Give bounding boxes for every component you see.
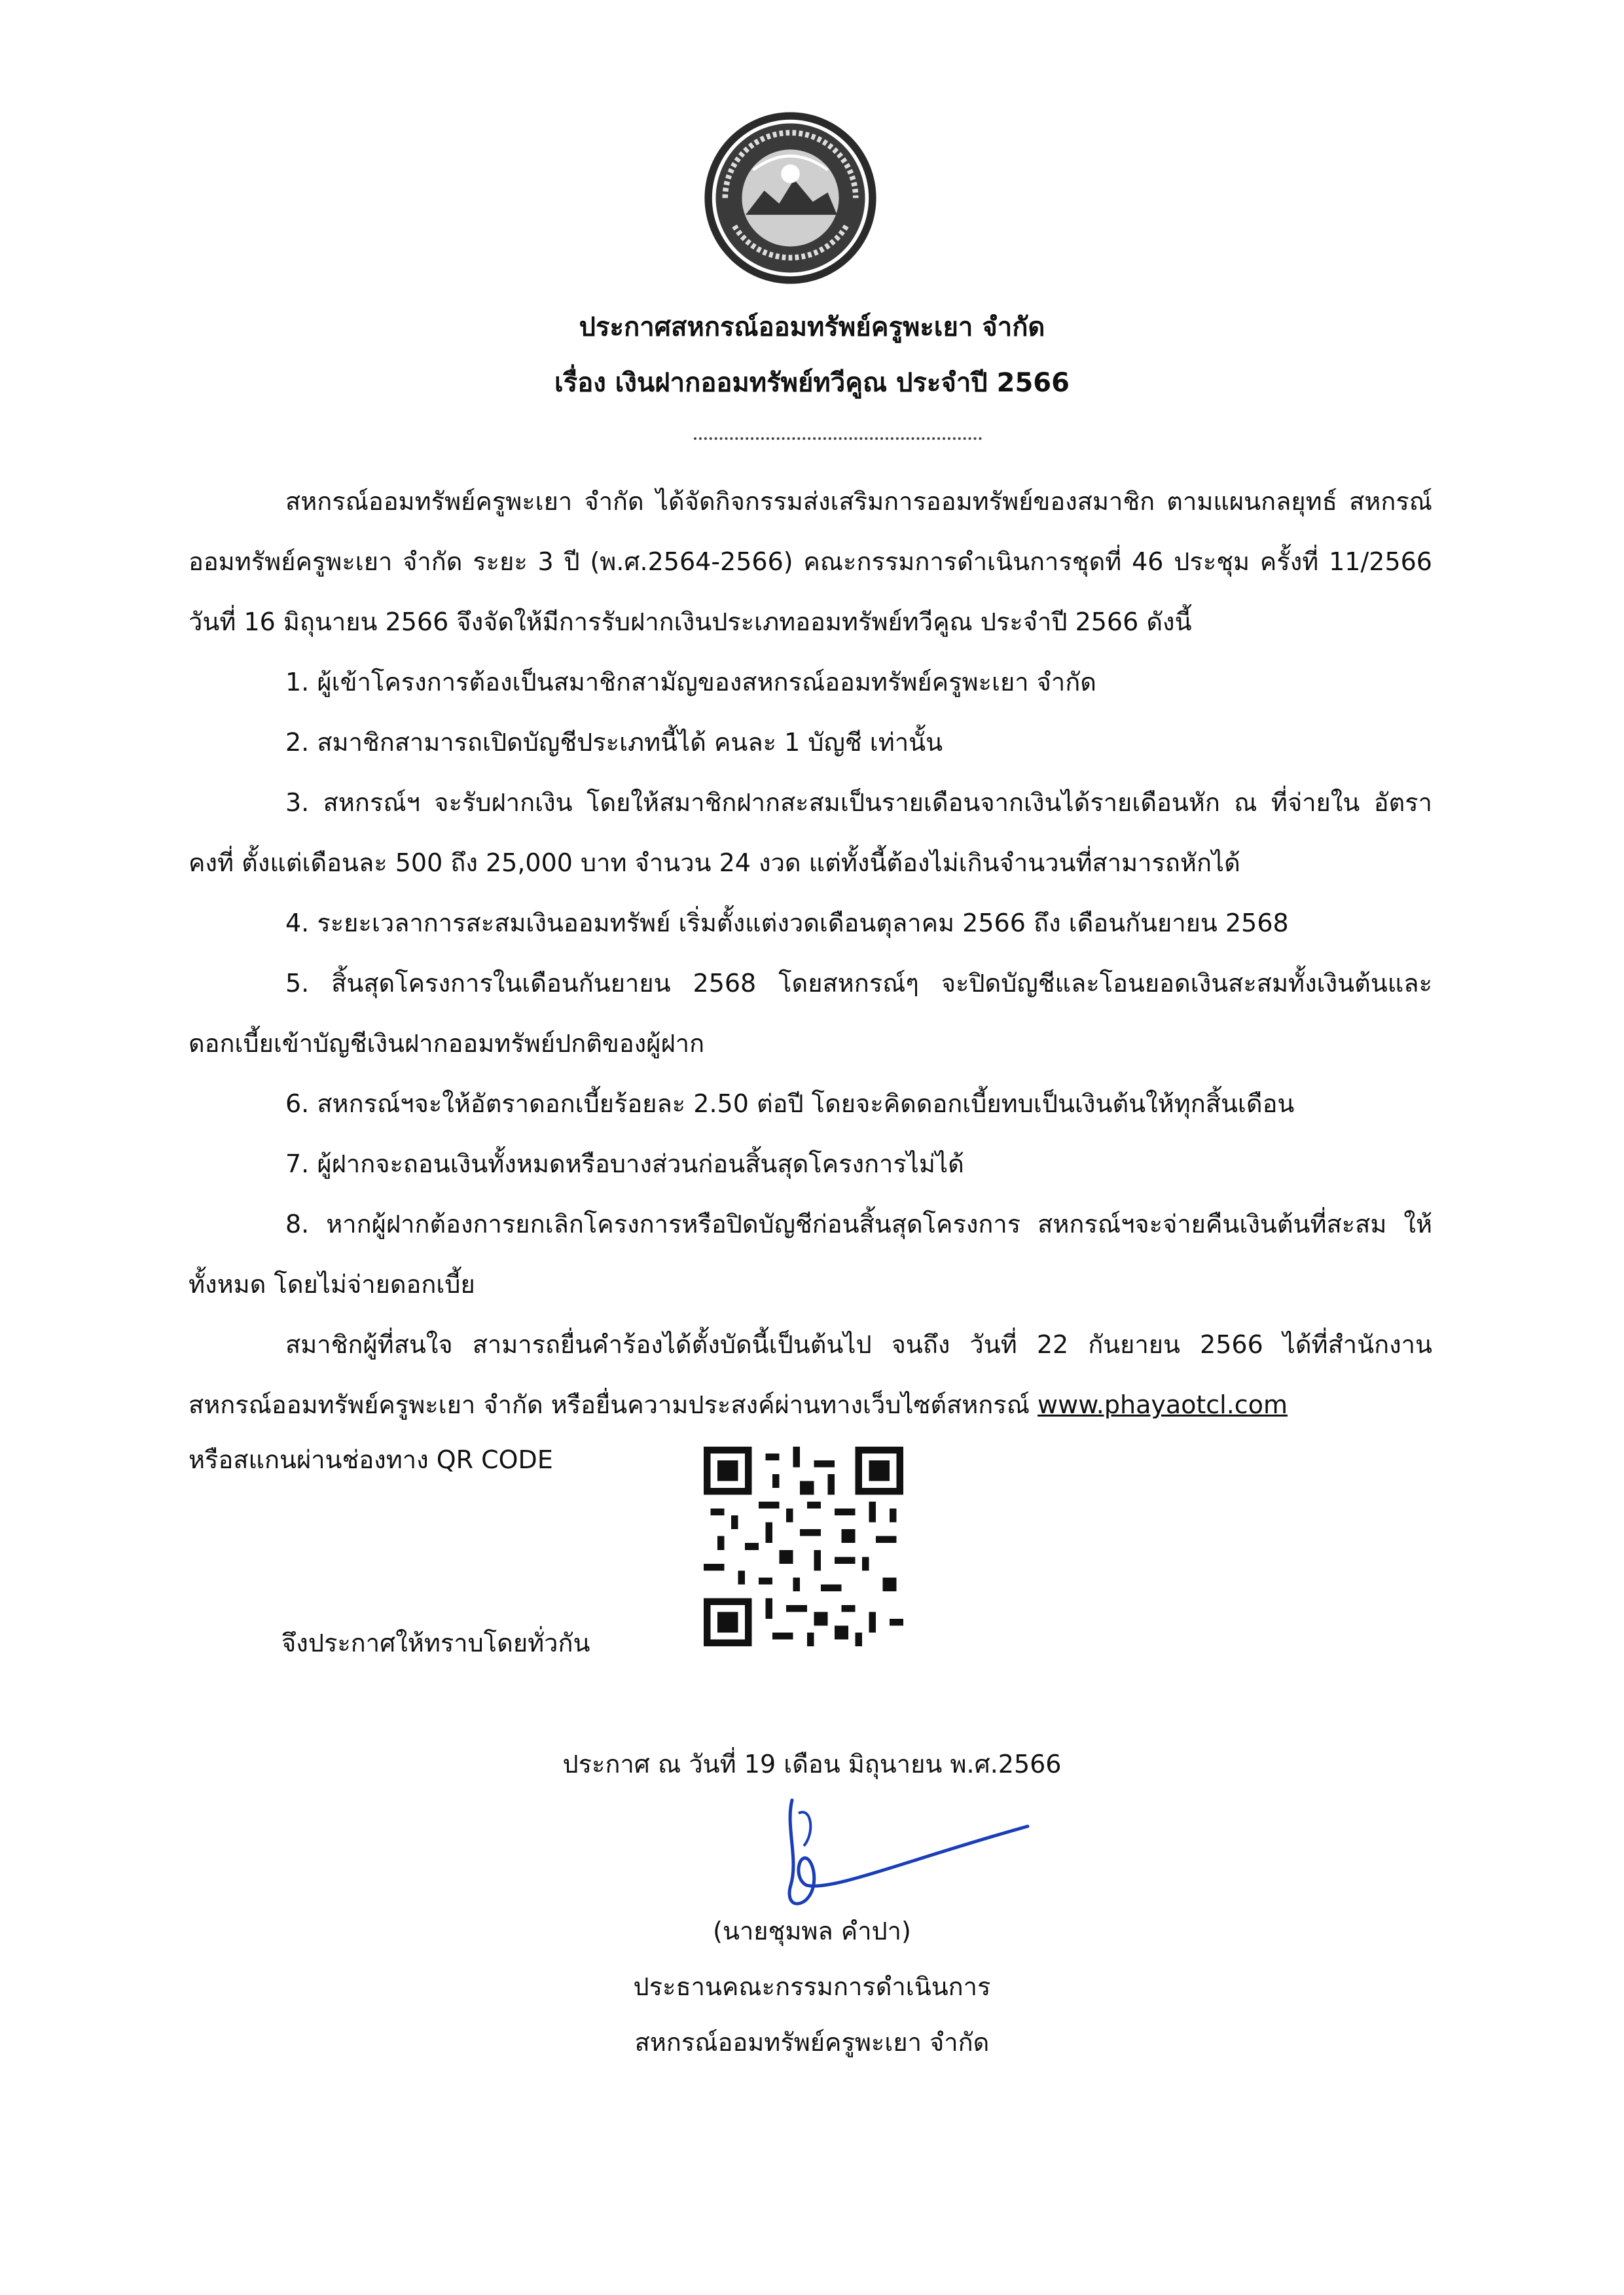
list-item: 4. ระยะเวลาการสะสมเงินออมทรัพย์ เริ่มตั้งแต่งวดเดือนตุลาคม 2566 ถึง เดือนกันยายน 2568: [285, 909, 1289, 937]
announcement-date: ประกาศ ณ วันที่ 19 เดือน มิถุนายน พ.ศ.2566: [562, 1750, 1062, 1779]
signer-organization: สหกรณ์ออมทรัพย์ครูพะเยา จำกัด: [634, 2028, 990, 2057]
signer-name: (นายชุมพล คำปา): [713, 1917, 911, 1945]
announcement-subject: เรื่อง เงินฝากออมทรัพย์ทวีคูณ ประจำปี 2566: [554, 368, 1070, 398]
list-item: 1. ผู้เข้าโครงการต้องเป็นสมาชิกสามัญของสหกรณ์ออมทรัพย์ครูพะเยา จำกัด: [285, 668, 1096, 696]
body-text: [189, 471, 1432, 1435]
list-item: 2. สมาชิกสามารถเปิดบัญชีประเภทนี้ได้ คนละ 1 บัญชี เท่านั้น: [285, 728, 943, 757]
closing-text: สมาชิกผู้ที่สนใจ สามารถยื่นคำร้องได้ตั้งบัดนี้เป็นต้นไป จนถึง วันที่ 22 กันยายน 2566 ได้ที่สำนักงาน สหกรณ์ออมทรัพย์ครูพะเยา จำกัด หรือยื่นความประสงค์ผ่านทางเว็บไซต์สหกรณ์: [189, 1330, 1432, 1419]
signature-icon: [753, 1787, 1041, 1918]
signer-title: ประธานคณะกรรมการดำเนินการ: [633, 1972, 991, 2001]
qr-code-icon[interactable]: [704, 1447, 903, 1646]
list-item: 5. สิ้นสุดโครงการในเดือนกันยายน 2568 โดยสหกรณ์ๆ จะปิดบัญชีและโอนยอดเงินสะสมทั้งเงินต้นและ ดอกเบี้ยเข้าบัญชีเงินฝากออมทรัพย์ปกติของผู้ฝาก: [189, 969, 1432, 1058]
intro-paragraph: สหกรณ์ออมทรัพย์ครูพะเยา จำกัด ได้จัดกิจกรรมส่งเสริมการออมทรัพย์ของสมาชิก ตามแผนกลยุทธ์ สหกรณ์ออมทรัพย์ครูพะเยา จำกัด ระยะ 3 ปี (พ.ศ.2564-2566) คณะกรรมการดำเนินการชุดที่ 46 ประชุม ครั้งที่ 11/2566 วันที่ 16 มิถุนายน 2566 จึงจัดให้มีการรับฝากเงินประเภทออมทรัพย์ทวีคูณ ประจำปี 2566 ดังนี้: [189, 487, 1432, 636]
cooperative-seal-icon: [697, 105, 884, 291]
list-item: 6. สหกรณ์ฯจะให้อัตราดอกเบี้ยร้อยละ 2.50 ต่อปี โดยจะคิดดอกเบี้ยทบเป็นเงินต้นให้ทุกสิ้นเดือน: [285, 1089, 1295, 1118]
list-item: 8. หากผู้ฝากต้องการยกเลิกโครงการหรือปิดบัญชีก่อนสิ้นสุดโครงการ สหกรณ์ฯจะจ่ายคืนเงินต้นที่สะสม ให้ทั้งหมด โดยไม่จ่ายดอกเบี้ย: [189, 1210, 1432, 1299]
closing-paragraph: [189, 1314, 1432, 1435]
announce-text: จึงประกาศให้ทราบโดยทั่วกัน: [281, 1629, 590, 1657]
website-link[interactable]: www.phayaotcl.com: [1038, 1390, 1288, 1419]
announcement-title: ประกาศสหกรณ์ออมทรัพย์ครูพะเยา จำกัด: [579, 312, 1045, 342]
list-item: 3. สหกรณ์ฯ จะรับฝากเงิน โดยให้สมาชิกฝากสะสมเป็นรายเดือนจากเงินได้รายเดือนหัก ณ ที่จ่ายใน อัตราคงที่ ตั้งแต่เดือนละ 500 ถึง 25,000 บาท จำนวน 24 งวด แต่ทั้งนี้ต้องไม่เกินจำนวนที่สามารถหักได้: [189, 788, 1432, 877]
dotted-divider: [694, 437, 982, 440]
qr-instruction: หรือสแกนผ่านช่องทาง QR CODE: [189, 1445, 553, 1474]
list-item: 7. ผู้ฝากจะถอนเงินทั้งหมดหรือบางส่วนก่อนสิ้นสุดโครงการไม่ได้: [285, 1149, 964, 1178]
